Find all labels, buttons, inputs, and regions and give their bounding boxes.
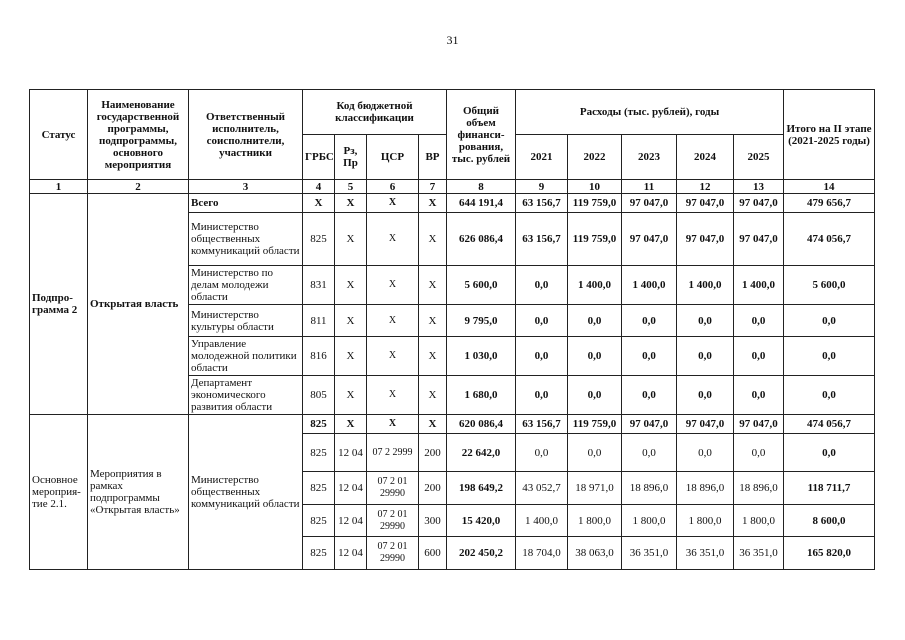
cell-stage-total: 0,0 [784,434,875,472]
cell-csr: X [367,305,419,337]
cell-year-2025: 0,0 [734,337,784,376]
cell-csr: X [367,194,419,213]
cell-status: Основное мероприя-тие 2.1. [30,415,88,570]
column-number: 8 [447,180,516,194]
column-number: 3 [189,180,303,194]
cell-name: Открытая власть [88,194,189,415]
cell-year-2021: 0,0 [516,305,568,337]
cell-vr: X [419,305,447,337]
column-number: 2 [88,180,189,194]
header-grbs: ГРБС [303,135,335,180]
cell-rzpr: X [335,376,367,415]
cell-year-2022: 0,0 [568,337,622,376]
cell-year-2022: 18 971,0 [568,472,622,505]
cell-stage-total: 0,0 [784,376,875,415]
cell-responsible: Всего [189,194,303,213]
column-number: 6 [367,180,419,194]
cell-year-2024: 1 400,0 [677,266,734,305]
cell-total: 626 086,4 [447,213,516,266]
cell-csr: X [367,415,419,434]
cell-year-2021: 63 156,7 [516,415,568,434]
cell-year-2021: 63 156,7 [516,213,568,266]
cell-vr: X [419,194,447,213]
cell-stage-total: 479 656,7 [784,194,875,213]
cell-year-2021: 43 052,7 [516,472,568,505]
cell-responsible: Министерство общественных коммуникаций области [189,213,303,266]
column-number: 4 [303,180,335,194]
cell-total: 620 086,4 [447,415,516,434]
cell-year-2024: 0,0 [677,376,734,415]
cell-year-2025: 97 047,0 [734,213,784,266]
cell-stage-total: 165 820,0 [784,537,875,570]
cell-responsible: Управление молодежной политики области [189,337,303,376]
cell-total: 22 642,0 [447,434,516,472]
header-status: Статус [30,90,88,180]
cell-year-2025: 0,0 [734,376,784,415]
cell-vr: X [419,266,447,305]
cell-year-2022: 119 759,0 [568,415,622,434]
table-row [30,415,875,434]
cell-year-2024: 97 047,0 [677,213,734,266]
header-year-2025: 2025 [734,135,784,180]
table-row [30,194,875,213]
cell-year-2023: 0,0 [622,376,677,415]
cell-year-2022: 119 759,0 [568,194,622,213]
cell-rzpr: X [335,337,367,376]
cell-stage-total: 8 600,0 [784,505,875,537]
cell-year-2025: 1 400,0 [734,266,784,305]
column-number: 7 [419,180,447,194]
header-stage-total: Итого на II этапе (2021-2025 годы) [784,90,875,180]
cell-year-2025: 97 047,0 [734,194,784,213]
cell-grbs: X [303,194,335,213]
header-year-2023: 2023 [622,135,677,180]
cell-total: 202 450,2 [447,537,516,570]
cell-vr: X [419,415,447,434]
cell-total: 644 191,4 [447,194,516,213]
cell-csr: X [367,376,419,415]
cell-grbs: 816 [303,337,335,376]
cell-stage-total: 0,0 [784,305,875,337]
cell-year-2021: 0,0 [516,266,568,305]
column-number: 12 [677,180,734,194]
header-csr: ЦСР [367,135,419,180]
cell-rzpr: X [335,266,367,305]
cell-csr: X [367,213,419,266]
cell-year-2021: 0,0 [516,434,568,472]
cell-csr: 07 2 01 29990 [367,537,419,570]
cell-rzpr: 12 04 [335,537,367,570]
cell-year-2024: 1 800,0 [677,505,734,537]
header-responsible: Ответственный исполнитель, соисполнители, участники [189,90,303,180]
header-total: Общий объем финанси-рования, тыс. рублей [447,90,516,180]
cell-vr: X [419,213,447,266]
cell-responsible: Департамент экономического развития области [189,376,303,415]
cell-responsible: Министерство по делам молодежи области [189,266,303,305]
cell-rzpr: 12 04 [335,472,367,505]
cell-year-2022: 1 800,0 [568,505,622,537]
cell-year-2023: 0,0 [622,337,677,376]
cell-csr: 07 2 01 29990 [367,505,419,537]
cell-year-2022: 0,0 [568,305,622,337]
cell-grbs: 825 [303,434,335,472]
header-vr: ВР [419,135,447,180]
cell-vr: 200 [419,434,447,472]
cell-year-2021: 1 400,0 [516,505,568,537]
cell-vr: X [419,376,447,415]
cell-year-2023: 0,0 [622,434,677,472]
cell-year-2024: 0,0 [677,305,734,337]
cell-year-2025: 0,0 [734,305,784,337]
cell-year-2023: 97 047,0 [622,415,677,434]
column-number: 9 [516,180,568,194]
header-expenses: Расходы (тыс. рублей), годы [516,90,784,135]
cell-grbs: 825 [303,472,335,505]
cell-vr: 300 [419,505,447,537]
cell-grbs: 825 [303,213,335,266]
cell-year-2021: 0,0 [516,337,568,376]
cell-grbs: 811 [303,305,335,337]
cell-year-2025: 0,0 [734,434,784,472]
cell-vr: X [419,337,447,376]
cell-grbs: 805 [303,376,335,415]
cell-total: 1 030,0 [447,337,516,376]
cell-year-2024: 0,0 [677,434,734,472]
cell-year-2024: 0,0 [677,337,734,376]
cell-year-2025: 18 896,0 [734,472,784,505]
cell-csr: 07 2 2999 [367,434,419,472]
cell-total: 9 795,0 [447,305,516,337]
column-number: 14 [784,180,875,194]
cell-year-2023: 1 400,0 [622,266,677,305]
cell-grbs: 831 [303,266,335,305]
cell-year-2022: 1 400,0 [568,266,622,305]
cell-vr: 600 [419,537,447,570]
column-number: 13 [734,180,784,194]
cell-year-2023: 36 351,0 [622,537,677,570]
cell-csr: X [367,266,419,305]
cell-year-2023: 1 800,0 [622,505,677,537]
cell-rzpr: 12 04 [335,505,367,537]
cell-year-2022: 38 063,0 [568,537,622,570]
cell-year-2023: 97 047,0 [622,213,677,266]
column-number: 11 [622,180,677,194]
cell-year-2024: 97 047,0 [677,415,734,434]
cell-year-2022: 0,0 [568,376,622,415]
column-number: 5 [335,180,367,194]
cell-year-2023: 18 896,0 [622,472,677,505]
cell-rzpr: X [335,213,367,266]
cell-year-2021: 18 704,0 [516,537,568,570]
cell-status: Подпро-грамма 2 [30,194,88,415]
header-year-2021: 2021 [516,135,568,180]
cell-year-2021: 63 156,7 [516,194,568,213]
cell-vr: 200 [419,472,447,505]
cell-name: Мероприятия в рамках подпрограммы «Открытая власть» [88,415,189,570]
cell-year-2024: 97 047,0 [677,194,734,213]
cell-total: 5 600,0 [447,266,516,305]
cell-year-2023: 0,0 [622,305,677,337]
cell-year-2024: 18 896,0 [677,472,734,505]
cell-responsible: Министерство культуры области [189,305,303,337]
cell-grbs: 825 [303,505,335,537]
header-year-2024: 2024 [677,135,734,180]
column-number: 1 [30,180,88,194]
budget-table [29,89,875,570]
cell-stage-total: 118 711,7 [784,472,875,505]
header-year-2022: 2022 [568,135,622,180]
cell-rzpr: 12 04 [335,434,367,472]
cell-grbs: 825 [303,415,335,434]
cell-csr: X [367,337,419,376]
header-rzpr: Рз, Пр [335,135,367,180]
cell-csr: 07 2 01 29990 [367,472,419,505]
cell-total: 198 649,2 [447,472,516,505]
cell-total: 15 420,0 [447,505,516,537]
header-name: Наименование государственной программы, подпрограммы, основного мероприятия [88,90,189,180]
cell-grbs: 825 [303,537,335,570]
cell-year-2025: 97 047,0 [734,415,784,434]
cell-stage-total: 0,0 [784,337,875,376]
cell-rzpr: X [335,305,367,337]
cell-stage-total: 474 056,7 [784,213,875,266]
cell-year-2025: 1 800,0 [734,505,784,537]
cell-year-2025: 36 351,0 [734,537,784,570]
cell-stage-total: 474 056,7 [784,415,875,434]
cell-year-2024: 36 351,0 [677,537,734,570]
cell-year-2022: 0,0 [568,434,622,472]
cell-stage-total: 5 600,0 [784,266,875,305]
cell-year-2021: 0,0 [516,376,568,415]
header-budget-code: Код бюджетной классификации [303,90,447,135]
column-number: 10 [568,180,622,194]
cell-total: 1 680,0 [447,376,516,415]
page-number: 31 [446,33,459,47]
cell-responsible: Министерство общественных коммуникаций области [189,415,303,570]
cell-rzpr: X [335,415,367,434]
cell-year-2023: 97 047,0 [622,194,677,213]
cell-year-2022: 119 759,0 [568,213,622,266]
cell-rzpr: X [335,194,367,213]
